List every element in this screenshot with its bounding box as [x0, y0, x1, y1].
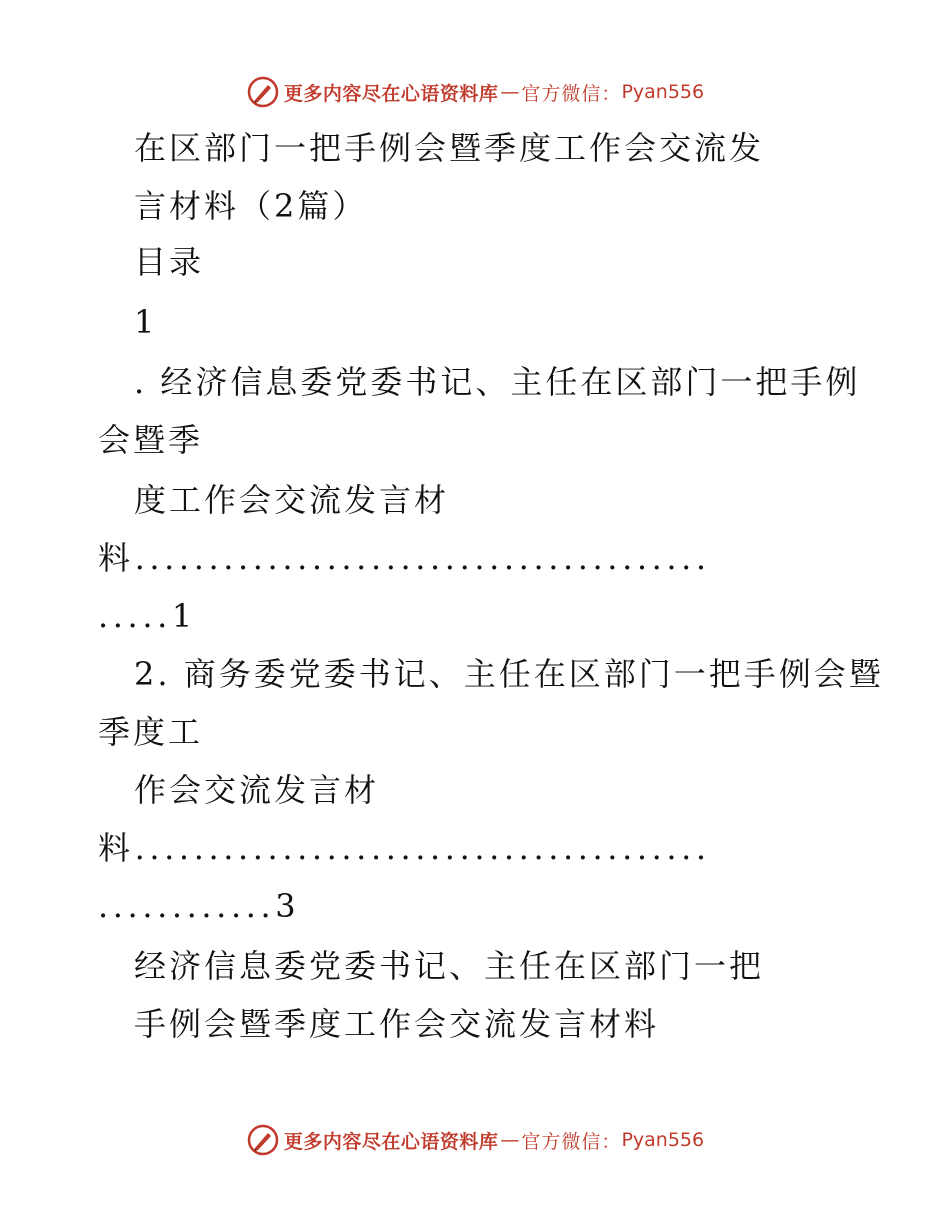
- pen-logo-icon: [246, 75, 280, 109]
- toc-item-2-line-1: 2. 商务委党委书记、主任在区部门一把手例会暨: [134, 655, 884, 693]
- header-watermark-banner: [0, 72, 950, 112]
- toc-item-2-line-2: 季度工: [98, 713, 204, 751]
- toc-item-1-line-1: . 经济信息委党委书记、主任在区部门一把手例: [134, 363, 861, 401]
- toc-item-1-number: 1: [134, 303, 158, 341]
- toc-item-2-leader-dots: 料.......................................: [98, 829, 711, 867]
- section-title-line-2: 手例会暨季度工作会交流发言材料: [134, 1005, 660, 1043]
- toc-item-1-page: .....1: [98, 597, 197, 635]
- banner-wechat-id: Pyan556: [621, 1129, 705, 1151]
- toc-item-1-line-2: 会暨季: [98, 421, 204, 459]
- pen-logo-icon: [246, 1123, 280, 1157]
- toc-item-2-line-3: 作会交流发言材: [134, 771, 380, 809]
- doc-title-line-1: 在区部门一把手例会暨季度工作会交流发: [134, 129, 765, 167]
- toc-item-1-line-3: 度工作会交流发言材: [134, 481, 450, 519]
- banner-dash: —: [500, 81, 520, 103]
- banner-main-text: 更多内容尽在心语资料库: [283, 1130, 499, 1153]
- banner-wechat-label: 官方微信：: [521, 1130, 622, 1153]
- toc-item-2-page: ............3: [98, 887, 301, 925]
- footer-watermark-banner: [0, 1120, 950, 1160]
- banner-wechat-label: 官方微信：: [521, 82, 622, 105]
- banner-dash: —: [500, 1129, 520, 1151]
- banner-main-text: 更多内容尽在心语资料库: [283, 82, 499, 105]
- toc-heading: 目录: [134, 243, 205, 281]
- toc-item-1-leader-dots: 料.......................................: [98, 539, 711, 577]
- section-title-line-1: 经济信息委党委书记、主任在区部门一把: [134, 947, 765, 985]
- banner-wechat-id: Pyan556: [621, 81, 705, 103]
- doc-title-line-2: 言材料（2篇）: [134, 187, 368, 225]
